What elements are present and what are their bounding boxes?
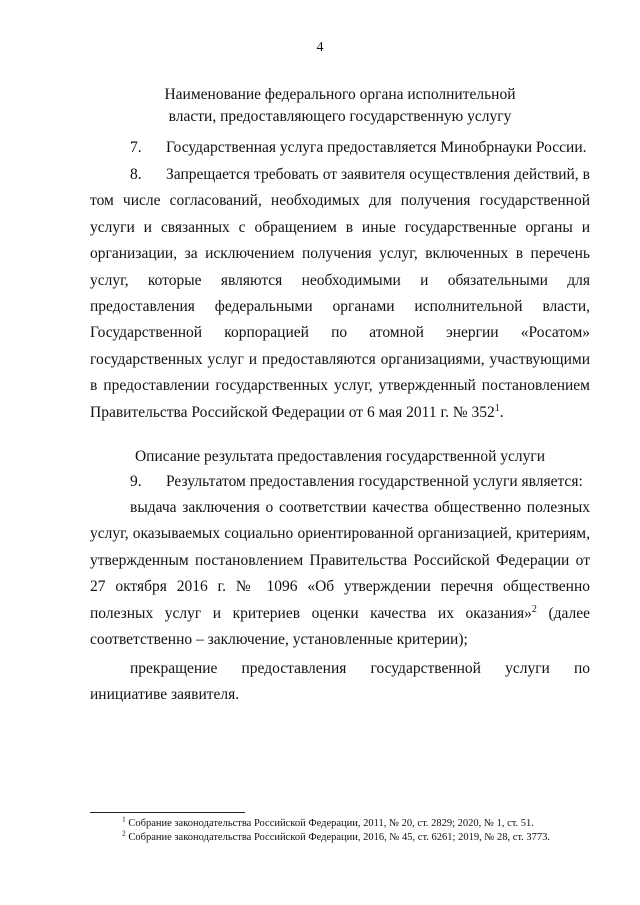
footnote-text: Собрание законодательства Российской Федерации, 2016, № 45, ст. 6261; 2019, № 28, ст. 3773. [128, 832, 551, 843]
footnote-text: Собрание законодательства Российской Федерации, 2011, № 20, ст. 2829; 2020, № 1, ст. 51. [128, 818, 534, 829]
paragraph-text: выдача заключения о соответствии качества общественно полезных услуг, оказываемых социально ориентированной организацией, критериям, утвержденным постановлением Правительства Российской Федерации от 27 октября 2016 г. № 1096 «Об утверждении перечня общественно полезных услуг и критериев оценки качества их оказания» [90, 499, 590, 622]
footnote-reference: 2 [531, 603, 537, 615]
section-heading-line: власти, предоставляющего государственную услугу [168, 108, 512, 125]
paragraph-number: 9. [130, 473, 142, 490]
footnote-separator [90, 812, 245, 813]
section-heading-executive-authority [90, 84, 590, 128]
paragraph-7 [90, 135, 590, 161]
paragraph-text: прекращение предоставления государственной услуги по инициативе заявителя. [90, 660, 590, 704]
page-number: 4 [316, 40, 324, 55]
paragraph-9-item-termination [90, 656, 590, 709]
paragraph-tail: (далее соответственно – заключение, установленные критерии); [90, 604, 591, 649]
paragraph-end: . [499, 403, 504, 421]
footnote-2 [122, 828, 592, 845]
section-heading-result-description: Описание результата предоставления государственной услуги [134, 448, 546, 465]
footnote-mark: 2 [122, 828, 126, 838]
footnote-1 [122, 814, 592, 831]
paragraph-text: Государственная услуга предоставляется Минобрнауки России. [166, 139, 587, 156]
footnote-reference: 1 [494, 402, 500, 414]
paragraph-text: Запрещается требовать от заявителя осуществления действий, в том числе согласований, необходимых для получения государственной услуги и связанных с обращением в иные государственные органы и организации, за исключением получения услуг, включенных в перечень услуг, которые являются необходимыми и обязательными для предоставления федеральными органами исполнительной власти, Государственной корпорацией по атомной энергии «Росатом» государственных услуг и предоставляются организациями, участвующими в предоставлении государственных услуг, утвержденный постановлением Правительства Российской Федерации от 6 мая 2011 г. № 352 [90, 166, 590, 421]
paragraph-text: Результатом предоставления государственной услуги является: [166, 473, 583, 490]
paragraph-number: 8. [130, 166, 142, 183]
footnote-mark: 1 [122, 814, 126, 824]
section-heading-line: Наименование федерального органа исполнительной [164, 86, 516, 103]
paragraph-9-item-conclusion [90, 495, 590, 653]
paragraph-8 [90, 162, 590, 426]
footnotes [122, 814, 592, 845]
paragraph-number: 7. [130, 139, 142, 156]
paragraph-9 [90, 469, 590, 495]
